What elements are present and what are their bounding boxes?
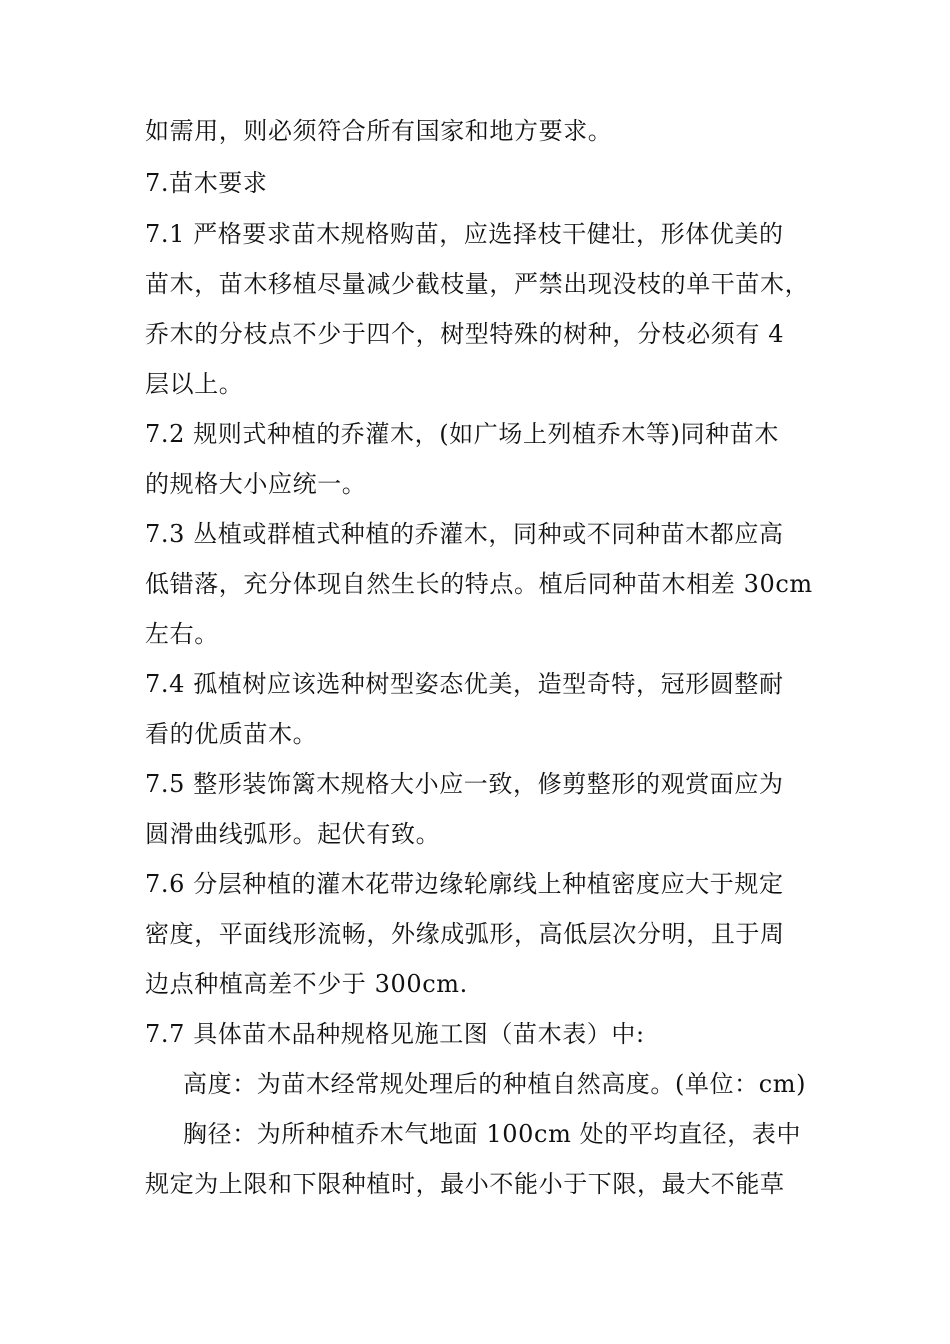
- paragraph-line-7-2-a: 7.2 规则式种植的乔灌木，(如广场上列植乔木等)同种苗木: [145, 420, 779, 448]
- paragraph-line-7-4-a: 7.4 孤植树应该选种树型姿态优美，造型奇特，冠形圆整耐: [145, 670, 784, 698]
- paragraph-line-7-6-c: 边点种植高差不少于 300cm.: [145, 970, 468, 998]
- paragraph-line-7-3-a: 7.3 丛植或群植式种植的乔灌木，同种或不同种苗木都应高: [145, 520, 784, 548]
- paragraph-line-7-2-b: 的规格大小应统一。: [145, 470, 367, 498]
- paragraph-line-7-1-a: 7.1 严格要求苗木规格购苗，应选择枝干健壮，形体优美的: [145, 220, 784, 248]
- section-heading-7: 7.苗木要求: [145, 169, 268, 197]
- paragraph-line-7-1-d: 层以上。: [145, 370, 244, 398]
- paragraph-line-7-5-a: 7.5 整形装饰篱木规格大小应一致，修剪整形的观赏面应为: [145, 770, 784, 798]
- paragraph-line-7-4-b: 看的优质苗木。: [145, 720, 318, 748]
- paragraph-line-7-7: 7.7 具体苗木品种规格见施工图（苗木表）中:: [145, 1020, 645, 1048]
- paragraph-line-7-5-b: 圆滑曲线弧形。起伏有致。: [145, 820, 441, 848]
- paragraph-line-7-1-b: 苗木，苗木移植尽量减少截枝量，严禁出现没枝的单干苗木，: [145, 270, 810, 298]
- paragraph-line-7-3-b: 低错落，充分体现自然生长的特点。植后同种苗木相差 30cm: [145, 570, 813, 598]
- paragraph-line-7-1-c: 乔木的分枝点不少于四个，树型特殊的树种，分枝必须有 4: [145, 320, 785, 348]
- paragraph-line-7-6-b: 密度，平面线形流畅，外缘成弧形，高低层次分明，且于周: [145, 920, 785, 948]
- paragraph-line-7-3-c: 左右。: [145, 620, 219, 648]
- paragraph-line-height-def: 高度：为苗木经常规处理后的种植自然高度。(单位：cm): [183, 1070, 807, 1098]
- paragraph-line-1: 如需用，则必须符合所有国家和地方要求。: [145, 117, 613, 145]
- paragraph-line-dbh-def-a: 胸径：为所种植乔木气地面 100cm 处的平均直径，表中: [183, 1120, 802, 1148]
- paragraph-line-dbh-def-b: 规定为上限和下限种植时，最小不能小于下限，最大不能草: [145, 1170, 785, 1198]
- paragraph-line-7-6-a: 7.6 分层种植的灌木花带边缘轮廓线上种植密度应大于规定: [145, 870, 784, 898]
